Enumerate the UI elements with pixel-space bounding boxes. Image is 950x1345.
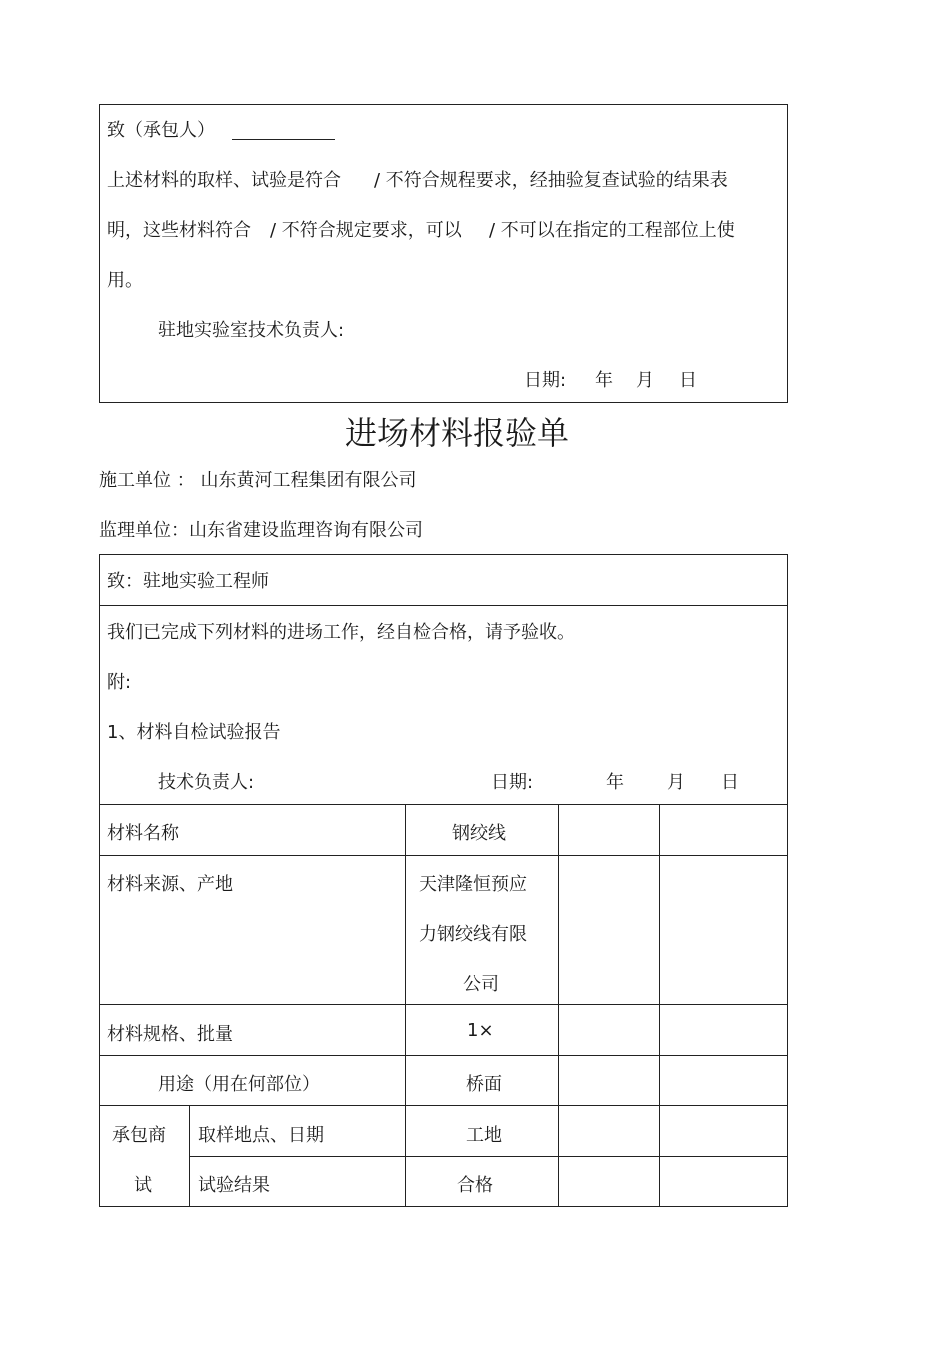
result-text-line2b: / 不符合规定要求，可以 [270, 220, 462, 241]
form-statement: 我们已完成下列材料的进场工作，经自检合格，请予验收。 [107, 622, 575, 643]
form-vline-contractor [189, 1105, 190, 1207]
page-title: 进场材料报验单 [345, 414, 570, 452]
form-hline-after-name [99, 855, 788, 856]
form-hline-after-sample [189, 1156, 788, 1157]
form-date-year: 年 [606, 772, 624, 793]
construction-unit: 施工单位 ： 山东黄河工程集团有限公司 [99, 470, 417, 491]
sample-location-value: 工地 [466, 1125, 502, 1146]
form-date-label: 日期: [491, 772, 534, 793]
form-hline-after-to [99, 605, 788, 606]
form-tech-lead-label: 技术负责人: [158, 772, 255, 793]
form-vline-col3 [558, 804, 559, 1207]
supervision-unit: 监理单位：山东省建设监理咨询有限公司 [99, 520, 423, 541]
form-hline-bottom [99, 1206, 788, 1207]
form-vline-label-value [405, 804, 406, 1207]
form-date-day: 日 [721, 772, 739, 793]
result-text-line1: 上述材料的取样、试验是符合 [107, 170, 341, 191]
result-text-line3: 用。 [107, 270, 143, 291]
form-hline-after-spec [99, 1055, 788, 1056]
material-spec-value: 1× [467, 1020, 494, 1041]
material-name-label: 材料名称 [107, 823, 179, 844]
top-date-month: 月 [636, 370, 654, 391]
contractor-blank-line [232, 139, 335, 140]
test-result-value: 合格 [457, 1175, 493, 1196]
form-hline-top [99, 554, 788, 555]
form-hline-after-use [99, 1105, 788, 1106]
form-attach-label: 附: [107, 672, 132, 693]
sample-location-label: 取样地点、日期 [198, 1125, 324, 1146]
material-source-value-1: 天津隆恒预应 [419, 874, 527, 895]
form-date-month: 月 [667, 772, 685, 793]
material-name-value: 钢绞线 [452, 823, 506, 844]
to-contractor-label: 致（承包人） [107, 120, 215, 141]
material-use-value: 桥面 [466, 1074, 502, 1095]
top-box-border-right [787, 104, 788, 403]
top-box-border-top [99, 104, 788, 105]
result-text-line1b: / 不符合规程要求，经抽验复查试验的结果表 [374, 170, 728, 191]
top-box-border-left [99, 104, 100, 403]
lab-signer-label: 驻地实验室技术负责人: [158, 320, 345, 341]
result-text-line2a: 明，这些材料符合 [107, 220, 251, 241]
form-vline-left [99, 554, 100, 1207]
form-hline-after-statement [99, 804, 788, 805]
test-result-label: 试验结果 [198, 1175, 270, 1196]
material-use-label: 用途（用在何部位） [158, 1074, 320, 1095]
top-date-label: 日期: [524, 370, 567, 391]
form-attach-item: 1、材料自检试验报告 [107, 722, 281, 743]
form-to-label: 致：驻地实验工程师 [107, 571, 269, 592]
material-source-value-3: 公司 [463, 974, 499, 995]
result-text-line2c: / 不可以在指定的工程部位上使 [489, 220, 735, 241]
top-date-year: 年 [595, 370, 613, 391]
contractor-label-1: 承包商 [112, 1125, 166, 1146]
top-date-day: 日 [679, 370, 697, 391]
form-hline-after-source [99, 1004, 788, 1005]
top-box-border-bottom [99, 402, 788, 403]
contractor-label-2: 试 [134, 1175, 152, 1196]
material-source-value-2: 力钢绞线有限 [419, 924, 527, 945]
material-source-label: 材料来源、产地 [107, 874, 233, 895]
form-vline-col4 [659, 804, 660, 1207]
material-spec-label: 材料规格、批量 [107, 1024, 233, 1045]
form-vline-right [787, 554, 788, 1207]
